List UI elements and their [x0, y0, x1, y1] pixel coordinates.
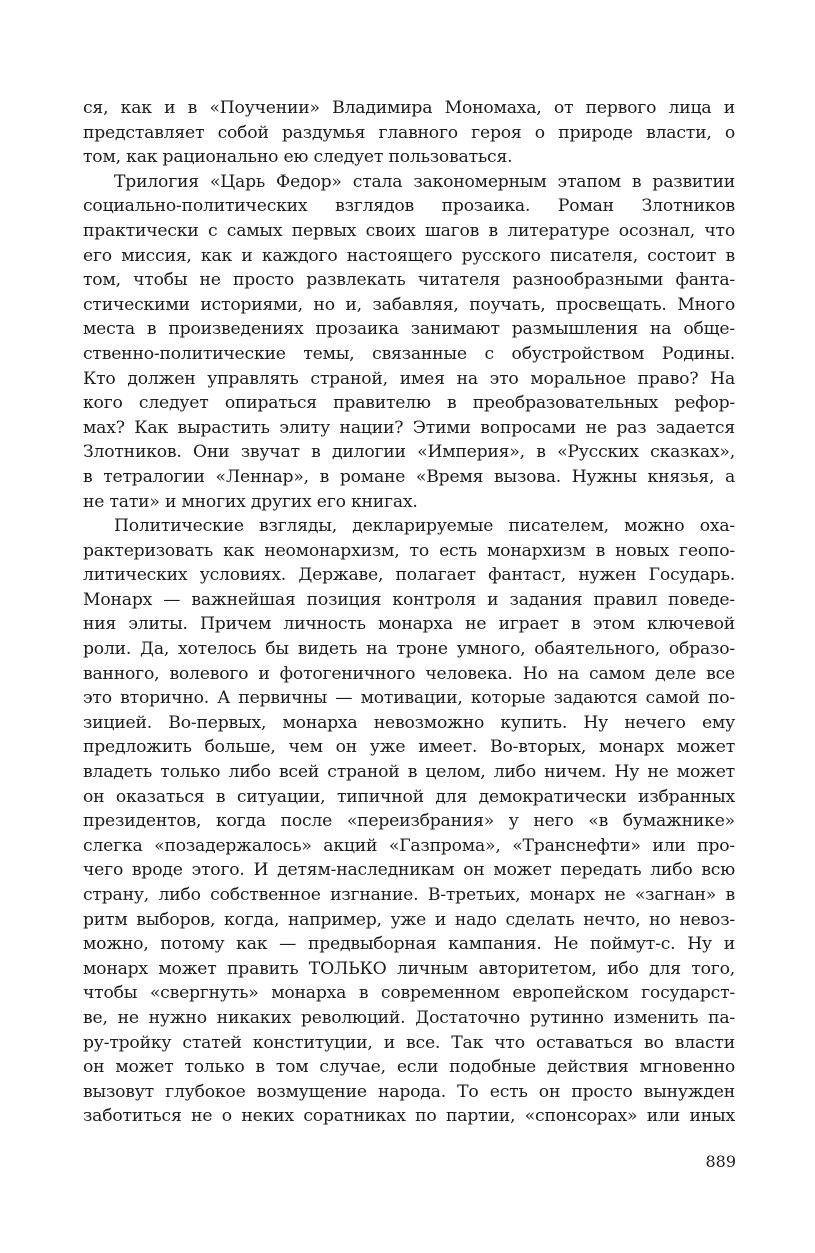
text-line: Кто должен управлять страной, имея на это моральное право? На — [83, 368, 735, 389]
text-line: не тати» и многих других его книгах. — [83, 491, 418, 512]
paragraph — [83, 514, 735, 1129]
text-line: рактеризовать как неомонархизм, то есть монархизм в новых геопо- — [83, 540, 735, 561]
text-line: мах? Как вырастить элиту нации? Этими вопросами не раз задается — [83, 417, 735, 438]
text-line: практически с самых первых своих шагов в литературе осознал, что — [83, 220, 735, 241]
text-line: чего вроде этого. И детям-наследникам он может передать либо всю — [83, 860, 735, 881]
text-line: роли. Да, хотелось бы видеть на троне умного, обаятельного, образо- — [83, 639, 735, 660]
text-line: президентов, когда после «переизбрания» у него «в бумажнике» — [83, 811, 735, 832]
text-line: чтобы «свергнуть» монарха в современном европейском государст- — [83, 983, 735, 1004]
paragraph — [83, 96, 735, 170]
text-line: места в произведениях прозаика занимают размышления на обще- — [83, 319, 735, 340]
text-line: кого следует опираться правителю в преобразовательных рефор- — [83, 393, 735, 414]
text-line: он оказаться в ситуации, типичной для демократически избранных — [83, 786, 735, 807]
text-line: предложить больше, чем он уже имеет. Во-вторых, монарх может — [83, 737, 735, 758]
text-line: Политические взгляды, декларируемые писателем, можно оха- — [114, 516, 735, 537]
text-line: ния элиты. Причем личность монарха не играет в этом ключевой — [83, 614, 735, 635]
text-line: это вторично. А первичны — мотивации, которые задаются самой по- — [83, 688, 735, 709]
text-line: представляет собой раздумья главного героя о природе власти, о — [83, 122, 735, 143]
text-line: Трилогия «Царь Федор» стала закономерным этапом в развитии — [114, 171, 735, 192]
text-line: ритм выборов, когда, например, уже и надо сделать нечто, но невоз- — [83, 909, 735, 930]
text-line: слегка «позадержалось» акций «Газпрома», «Транснефти» или про- — [83, 835, 735, 856]
text-line: социально-политических взглядов прозаика. Роман Злотников — [83, 196, 735, 217]
text-line: том, как рационально ею следует пользоваться. — [83, 147, 513, 168]
text-line: заботиться не о неких соратниках по партии, «спонсорах» или иных — [83, 1106, 735, 1127]
text-line: ру-тройку статей конституции, и все. Так что оставаться во власти — [83, 1032, 735, 1053]
text-line: его миссия, как и каждого настоящего русского писателя, состоит в — [83, 245, 735, 266]
text-line: вызовут глубокое возмущение народа. То есть он просто вынужден — [83, 1081, 735, 1102]
text-line: владеть только либо всей страной в целом, либо ничем. Ну не может — [83, 762, 735, 783]
text-line: ванного, волевого и фотогеничного человека. Но на самом деле все — [83, 663, 735, 684]
text-line: том, чтобы не просто развлекать читателя разнообразными фанта- — [83, 270, 735, 291]
body-text — [83, 96, 735, 1129]
text-line: он может только в том случае, если подобные действия мгновенно — [83, 1057, 735, 1078]
text-line: зицией. Во-первых, монарха невозможно купить. Ну нечего ему — [83, 712, 735, 733]
text-line: страну, либо собственное изгнание. В-третьих, монарх не «загнан» в — [83, 885, 735, 905]
page-number: 889 — [705, 1152, 736, 1171]
text-line: стическими историями, но и, забавляя, поучать, просвещать. Много — [83, 294, 735, 315]
text-line: Монарх — важнейшая позиция контроля и задания правил поведе- — [83, 589, 735, 610]
text-line: литических условиях. Державе, полагает фантаст, нужен Государь. — [83, 565, 735, 586]
text-line: монарх может править ТОЛЬКО личным авторитетом, ибо для того, — [83, 958, 735, 979]
text-line: ве, не нужно никаких революций. Достаточно рутинно изменить па- — [83, 1007, 735, 1028]
text-line: можно, потому как — предвыборная кампания. Не поймут-с. Ну и — [83, 934, 735, 955]
text-line: Злотников. Они звучат в дилогии «Империя», в «Русских сказках», — [83, 442, 735, 463]
paragraph — [83, 170, 735, 514]
text-line: ственно-политические темы, связанные с обустройством Родины. — [83, 343, 735, 364]
text-line: ся, как и в «Поучении» Владимира Мономаха, от первого лица и — [83, 98, 735, 118]
text-line: в тетралогии «Леннар», в романе «Время вызова. Нужны князья, а — [83, 466, 735, 487]
